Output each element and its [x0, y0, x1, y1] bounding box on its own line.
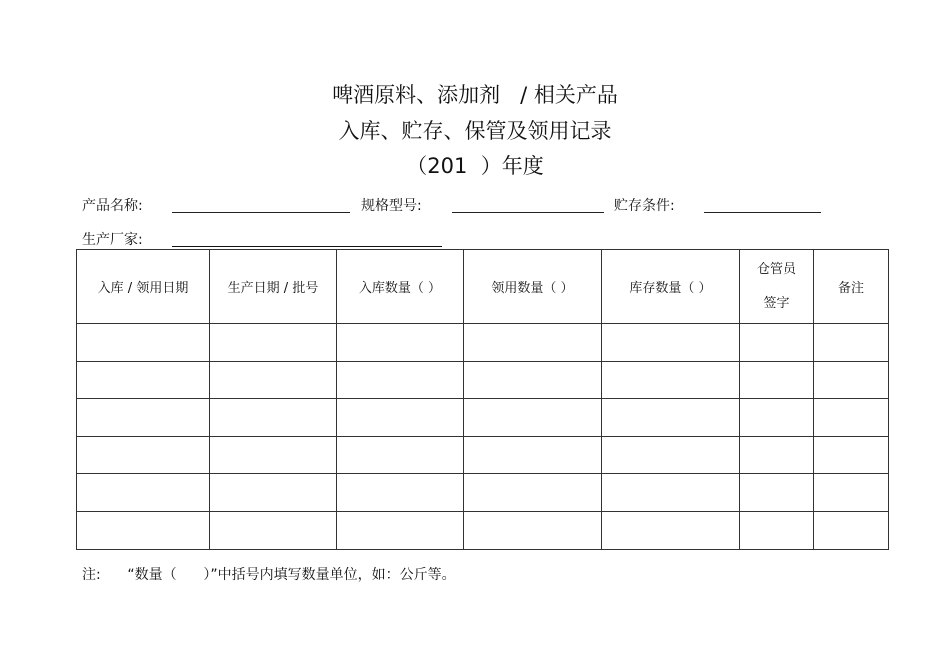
table-cell[interactable] — [740, 399, 814, 437]
col-header-keeper-signature — [740, 250, 814, 324]
table-row — [77, 399, 889, 437]
keeper-header-line-1: 仓管员 — [756, 261, 796, 277]
table-cell[interactable] — [337, 436, 464, 474]
table-row — [77, 436, 889, 474]
table-cell[interactable] — [602, 324, 740, 362]
table-cell[interactable] — [77, 361, 210, 399]
table-cell[interactable] — [337, 511, 464, 549]
product-name-blank[interactable] — [172, 212, 350, 213]
footnote-text: “数量（ ）”中括号内填写数量单位，如：公斤等。 — [127, 567, 456, 583]
manufacturer-label: 生产厂家: — [82, 232, 143, 248]
table-cell[interactable] — [740, 474, 814, 512]
table-cell[interactable] — [77, 474, 210, 512]
table-row — [77, 361, 889, 399]
form-year-line: （201 ）年度 — [406, 154, 544, 178]
table-cell[interactable] — [210, 361, 337, 399]
table-cell[interactable] — [814, 324, 889, 362]
table-cell[interactable] — [602, 474, 740, 512]
table-cell[interactable] — [77, 399, 210, 437]
table-cell[interactable] — [77, 324, 210, 362]
table-cell[interactable] — [210, 474, 337, 512]
table-row — [77, 324, 889, 362]
table-cell[interactable] — [814, 511, 889, 549]
table-cell[interactable] — [77, 436, 210, 474]
table-cell[interactable] — [210, 511, 337, 549]
col-header-out-quantity: 领用数量（ ） — [464, 250, 602, 324]
footnote — [82, 566, 456, 584]
table-cell[interactable] — [337, 399, 464, 437]
table-cell[interactable] — [814, 399, 889, 437]
table-cell[interactable] — [814, 474, 889, 512]
table-cell[interactable] — [602, 399, 740, 437]
storage-conditions-blank[interactable] — [704, 212, 821, 213]
table-cell[interactable] — [740, 436, 814, 474]
table-cell[interactable] — [814, 436, 889, 474]
table-header-row — [77, 250, 889, 324]
table-cell[interactable] — [740, 511, 814, 549]
footnote-prefix: 注: — [82, 567, 101, 583]
table-cell[interactable] — [337, 474, 464, 512]
table-cell[interactable] — [210, 324, 337, 362]
table-cell[interactable] — [210, 399, 337, 437]
table-cell[interactable] — [464, 324, 602, 362]
table-cell[interactable] — [602, 361, 740, 399]
col-header-remarks: 备注 — [814, 250, 889, 324]
table-cell[interactable] — [740, 324, 814, 362]
storage-conditions-label: 贮存条件: — [614, 198, 675, 214]
spec-model-blank[interactable] — [452, 212, 604, 213]
form-title-line-1: 啤酒原料、添加剂 / 相关产品 — [332, 83, 618, 107]
col-header-production-batch: 生产日期 / 批号 — [210, 250, 337, 324]
table-cell[interactable] — [740, 361, 814, 399]
table-cell[interactable] — [602, 511, 740, 549]
spec-model-label: 规格型号: — [361, 198, 422, 214]
keeper-header-line-2: 签字 — [763, 295, 790, 311]
col-header-stock-quantity: 库存数量（ ） — [602, 250, 740, 324]
table-cell[interactable] — [464, 511, 602, 549]
col-header-date: 入库 / 领用日期 — [77, 250, 210, 324]
table-cell[interactable] — [337, 324, 464, 362]
product-name-label: 产品名称: — [82, 198, 143, 214]
table-cell[interactable] — [464, 474, 602, 512]
table-cell[interactable] — [464, 399, 602, 437]
table-row — [77, 511, 889, 549]
table-body — [77, 324, 889, 550]
table-cell[interactable] — [210, 436, 337, 474]
table-cell[interactable] — [464, 361, 602, 399]
record-table — [76, 249, 889, 550]
table-cell[interactable] — [337, 361, 464, 399]
table-cell[interactable] — [602, 436, 740, 474]
form-title-line-2: 入库、贮存、保管及领用记录 — [338, 119, 612, 143]
table-row — [77, 474, 889, 512]
table-cell[interactable] — [77, 511, 210, 549]
col-header-in-quantity: 入库数量（ ） — [337, 250, 464, 324]
table-cell[interactable] — [464, 436, 602, 474]
manufacturer-blank[interactable] — [172, 246, 442, 247]
table-cell[interactable] — [814, 361, 889, 399]
